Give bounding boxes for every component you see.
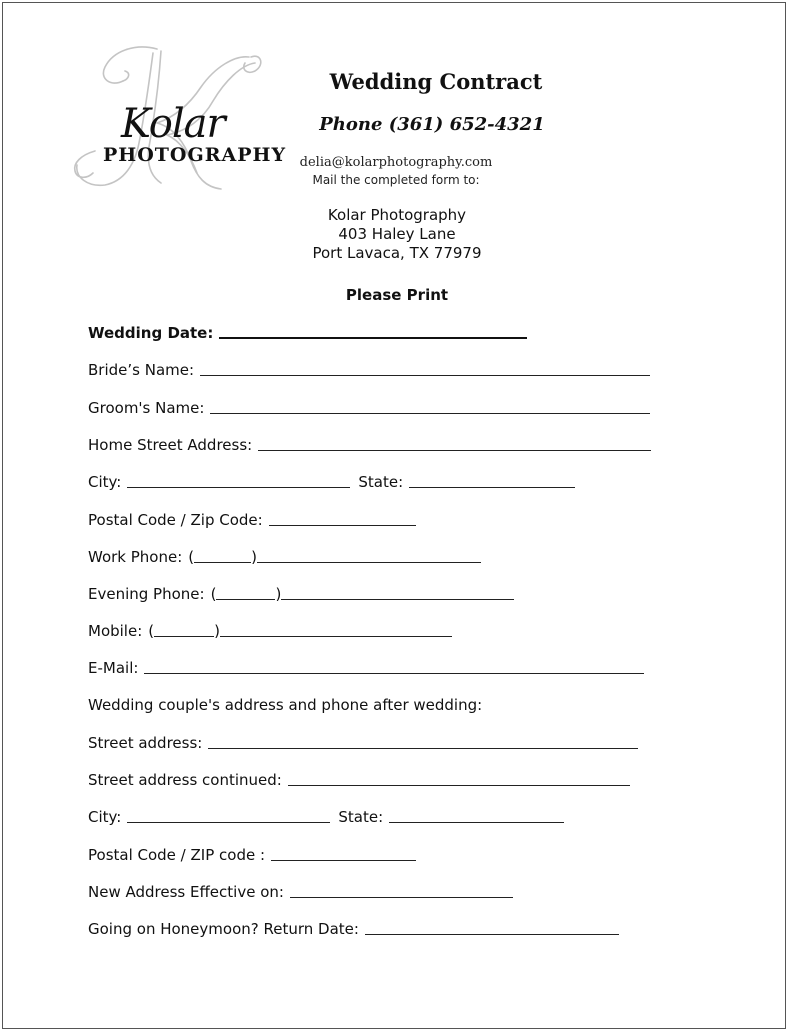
postal-code-label: Postal Code / Zip Code: — [88, 511, 263, 529]
work-phone-area-code-line[interactable] — [194, 561, 251, 563]
email-field[interactable] — [88, 655, 644, 677]
contract-page — [2, 2, 786, 1029]
honeymoon-label: Going on Honeymoon? Return Date: — [88, 920, 359, 938]
area-code-close-paren: ) — [251, 548, 257, 566]
street-address-label: Street address: — [88, 734, 203, 752]
email-line[interactable] — [144, 672, 644, 674]
page-title: Wedding Contract — [329, 69, 543, 94]
brides-name-label: Bride’s Name: — [88, 361, 195, 379]
mail-instruction: Mail the completed form to: — [312, 173, 480, 187]
state-after-label: State: — [338, 808, 384, 826]
area-code-open-paren: ( — [148, 622, 155, 640]
address-line-company: Kolar Photography — [327, 206, 467, 224]
phone-number: Phone (361) 652-4321 — [319, 114, 545, 135]
logo-kolar-text: Kolar — [121, 101, 225, 147]
email-address: delia@kolarphotography.com — [299, 155, 493, 170]
logo-photography-text: PHOTOGRAPHY — [103, 144, 287, 166]
city-after-line[interactable] — [127, 821, 330, 823]
please-print-heading: Please Print — [345, 286, 449, 304]
city-line[interactable] — [127, 486, 350, 488]
wedding-date-line[interactable] — [219, 336, 527, 339]
address-line-street: 403 Haley Lane — [338, 225, 456, 243]
street-continued-label: Street address continued: — [88, 771, 282, 789]
grooms-name-field[interactable] — [88, 395, 650, 417]
state-line[interactable] — [409, 486, 575, 488]
city-after-label: City: — [88, 808, 122, 826]
home-street-label: Home Street Address: — [88, 436, 253, 454]
wedding-date-label: Wedding Date: — [88, 324, 214, 342]
postal-code-after-label: Postal Code / ZIP code : — [88, 846, 266, 864]
evening-phone-number-line[interactable] — [281, 598, 514, 600]
work-phone-label: Work Phone: — [88, 548, 183, 566]
brides-name-field[interactable] — [88, 357, 650, 379]
street-continued-line[interactable] — [288, 784, 630, 786]
mobile-area-code-line[interactable] — [154, 635, 214, 637]
city-label: City: — [88, 473, 122, 491]
work-phone-field[interactable] — [88, 544, 481, 566]
kolar-photography-logo — [65, 43, 295, 193]
street-continued-field[interactable] — [88, 767, 630, 789]
address-line-city: Port Lavaca, TX 77979 — [312, 244, 482, 262]
after-wedding-heading — [88, 692, 482, 714]
honeymoon-return-date-line[interactable] — [365, 933, 619, 935]
mobile-field[interactable] — [88, 618, 452, 640]
mobile-label: Mobile: — [88, 622, 143, 640]
street-address-line[interactable] — [208, 747, 638, 749]
email-label: E-Mail: — [88, 659, 139, 677]
grooms-name-line[interactable] — [210, 412, 650, 414]
area-code-open-paren: ( — [210, 585, 217, 603]
home-street-field[interactable] — [88, 432, 651, 454]
postal-code-after-field[interactable] — [88, 842, 416, 864]
home-street-line[interactable] — [258, 449, 651, 451]
after-wedding-heading-text: Wedding couple's address and phone after wedding: — [88, 696, 483, 714]
effective-on-label: New Address Effective on: — [88, 883, 284, 901]
evening-phone-label: Evening Phone: — [88, 585, 205, 603]
postal-code-after-line[interactable] — [271, 859, 416, 861]
brides-name-line[interactable] — [200, 374, 650, 376]
state-after-line[interactable] — [389, 821, 564, 823]
street-address-field[interactable] — [88, 730, 638, 752]
honeymoon-field[interactable] — [88, 916, 619, 938]
area-code-close-paren: ) — [275, 585, 282, 603]
evening-phone-field[interactable] — [88, 581, 514, 603]
state-label: State: — [358, 473, 404, 491]
area-code-open-paren: ( — [188, 548, 195, 566]
work-phone-number-line[interactable] — [257, 561, 481, 563]
mobile-number-line[interactable] — [220, 635, 452, 637]
grooms-name-label: Groom's Name: — [88, 399, 205, 417]
postal-code-field[interactable] — [88, 507, 416, 529]
wedding-date-field[interactable] — [88, 320, 527, 342]
area-code-close-paren: ) — [214, 622, 220, 640]
city-state-after-field[interactable] — [88, 804, 564, 826]
evening-phone-area-code-line[interactable] — [216, 598, 275, 600]
effective-on-field[interactable] — [88, 879, 513, 901]
city-state-field[interactable] — [88, 469, 575, 491]
effective-on-line[interactable] — [290, 896, 513, 898]
postal-code-line[interactable] — [269, 524, 416, 526]
